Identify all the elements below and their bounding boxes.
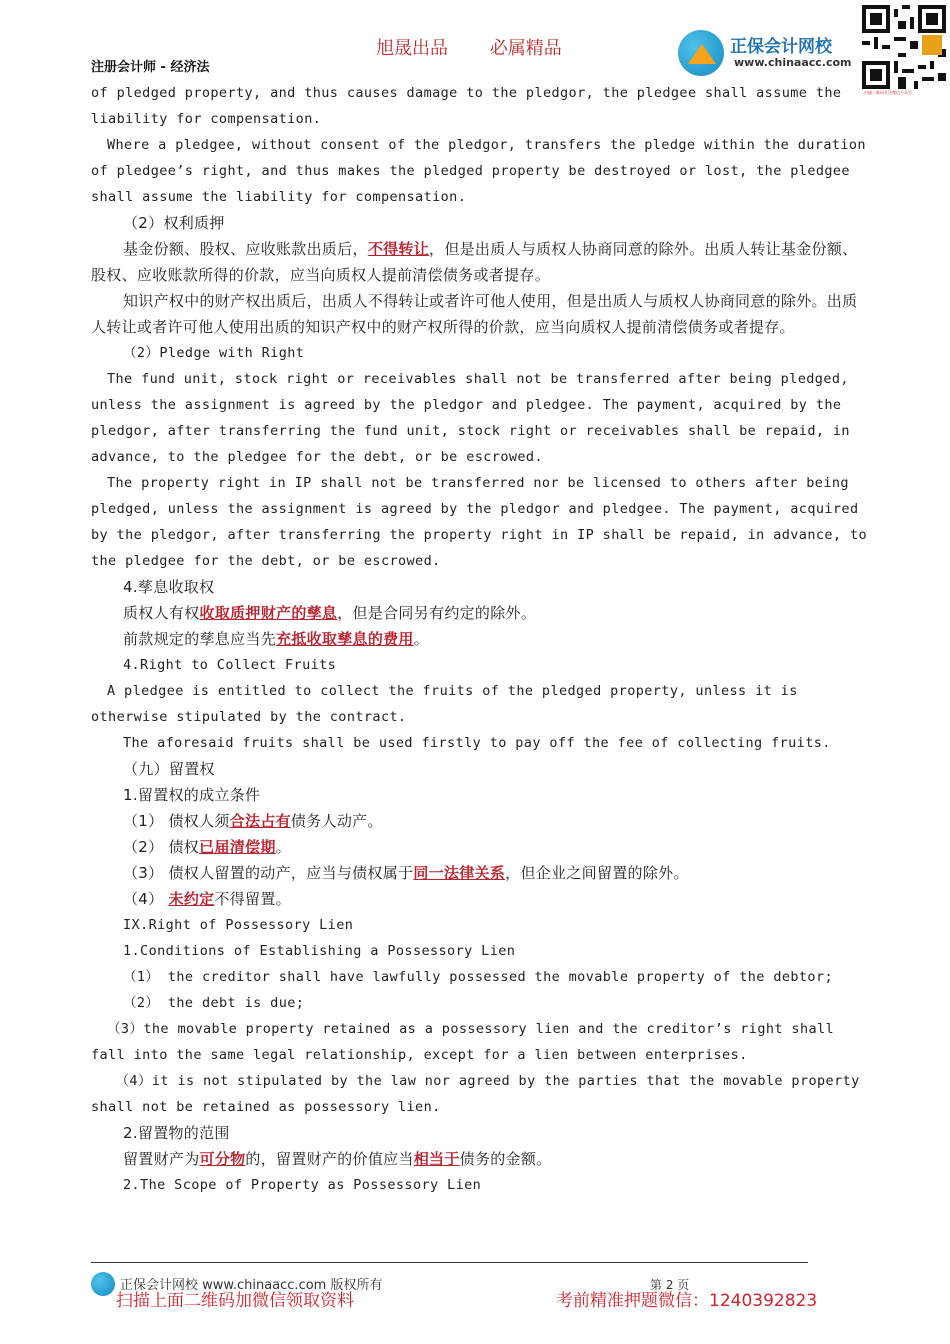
paragraph: 4.Right to Collect Fruits [123,657,337,673]
paragraph: （2）权利质押 [123,214,225,232]
paragraph: （1） the creditor shall have lawfully possessed the movable property of the debtor; [123,969,834,985]
paragraph [91,600,869,626]
highlighted-term: 合法占有 [229,812,291,830]
paragraph-text: 。 [413,630,430,648]
paragraph: of pledged property, and thus causes damage to the pledgor, the pledgee shall assume the liability for compensation. [91,85,850,127]
paragraph-text: ，但企业之间留置的除外。 [505,864,689,882]
highlighted-term: 相当于 [413,1150,460,1168]
promo-right: 考前精准押题微信：1240392823 [556,1291,818,1311]
paragraph-text: （4） [123,890,169,908]
paragraph: 2.留置物的范围 [123,1124,230,1142]
highlighted-term: 收取质押财产的孳息 [199,604,338,622]
paragraph [91,886,869,912]
paragraph: 知识产权中的财产权出质后，出质人不得转让或者许可他人使用，但是出质人与质权人协商同意的除外。出质人转让或者许可他人使用出质的知识产权中的财产权所得的价款，应当向质权人提前清偿债务或者提存。 [91,292,858,336]
paragraph-text: 的，留置财产的价值应当 [245,1150,414,1168]
footer-copyright: 正保会计网校 www.chinaacc.com 版权所有 [120,1278,383,1293]
document-body [91,80,876,1198]
paragraph: The fund unit, stock right or receivables shall not be transferred after being pledged, unless the assignment is agreed by the pledgor and pledgee. The payment, acquired by the pledgor, after transferring the fund unit, stock right or receivables shall be repaid, in advance, to the pledgee for the debt, or be escrowed. [91,371,859,465]
paragraph: 4.孳息收取权 [123,578,215,596]
brand-right: 必属精品 [489,38,562,59]
paragraph [91,626,869,652]
paragraph: The property right in IP shall not be transferred nor be licensed to others after being pledged, unless the assignment is agreed by the pledgor and pledgee. The payment, acquired by the pledgor, after transferring the property right in IP shall be repaid, in advance, to the pledgee for the debt, or be escrowed. [91,475,876,569]
logo-mark-icon [678,30,724,76]
paragraph: 1.留置权的成立条件 [123,786,261,804]
paragraph-text: （1） 债权人须 [123,812,230,830]
paragraph: Where a pledgee, without consent of the pledgor, transfers the pledge within the duration of pledgee’s right, and thus makes the pledged property be destroyed or lost, the pledgee shall assume the liability for compensation. [91,137,875,205]
highlighted-term: 不得转让 [367,240,430,258]
qr-caption: 扫描二维码关注微信公众号 [864,90,912,95]
logo-name: 正保会计网校 [730,37,832,57]
highlighted-term: 充抵收取孳息的费用 [276,630,414,648]
paragraph: A pledgee is entitled to collect the fruits of the pledged property, unless it is otherwise stipulated by the contract. [91,683,807,725]
paragraph [91,834,869,860]
paragraph-text: 不得留置。 [214,890,291,908]
chinaacc-logo [678,28,858,76]
highlighted-term: 同一法律关系 [413,864,506,882]
footer-divider [91,1262,808,1263]
logo-url: www.chinaacc.com [734,56,852,69]
paragraph-text: 债务的金额。 [459,1150,552,1168]
paragraph: （九）留置权 [123,760,215,778]
promo-left: 扫描上面二维码加微信领取资料 [116,1291,354,1311]
paragraph: The aforesaid fruits shall be used firstly to pay off the fee of collecting fruits. [123,735,831,751]
paragraph-text: （3） 债权人留置的动产，应当与债权属于 [123,864,414,882]
paragraph-text: 。 [275,838,291,856]
paragraph-text: 基金份额、股权、应收账款出质后， [123,240,368,258]
footer-logo-icon [91,1272,115,1296]
highlighted-term: 未约定 [168,890,215,908]
paragraph: 1.Conditions of Establishing a Possessory Lien [123,943,516,959]
header-brand [376,34,636,60]
paragraph [91,236,869,288]
page-number: 第 2 页 [650,1278,690,1292]
paragraph-text: 债务人动产。 [290,812,383,830]
paragraph-text: ，但是合同另有约定的除外。 [337,604,537,622]
paragraph: （4）it is not stipulated by the law nor agreed by the parties that the movable property shall not be retained as possessory lien. [91,1073,869,1115]
highlighted-term: 已届清偿期 [199,838,276,856]
paragraph [91,860,869,886]
paragraph: （2） the debt is due; [123,995,305,1011]
paragraph-text: 留置财产为 [123,1150,200,1168]
paragraph: 2.The Scope of Property as Possessory Lien [123,1177,482,1193]
paragraph: （3）the movable property retained as a possessory lien and the creditor’s right shall fall into the same legal relationship, except for a lien between enterprises. [91,1021,843,1063]
subject-title: 注册会计师 - 经济法 [91,60,210,75]
paragraph [91,1146,869,1172]
paragraph-text: （2） 债权 [123,838,200,856]
brand-left: 旭晟出品 [376,38,448,59]
qr-code-icon [862,5,946,89]
paragraph [91,808,869,834]
paragraph: IX.Right of Possessory Lien [123,917,354,933]
highlighted-term: 可分物 [199,1150,246,1168]
paragraph-text: ，但是出质人与质权人协商同意的除外。出质人转让基金份额、股权、应收账款所得的价款，应当向质权人提前清偿债务或者提存。 [91,240,858,284]
paragraph: （2）Pledge with Right [123,345,305,361]
paragraph-text: 前款规定的孳息应当先 [123,630,277,648]
paragraph-text: 质权人有权 [123,604,200,622]
